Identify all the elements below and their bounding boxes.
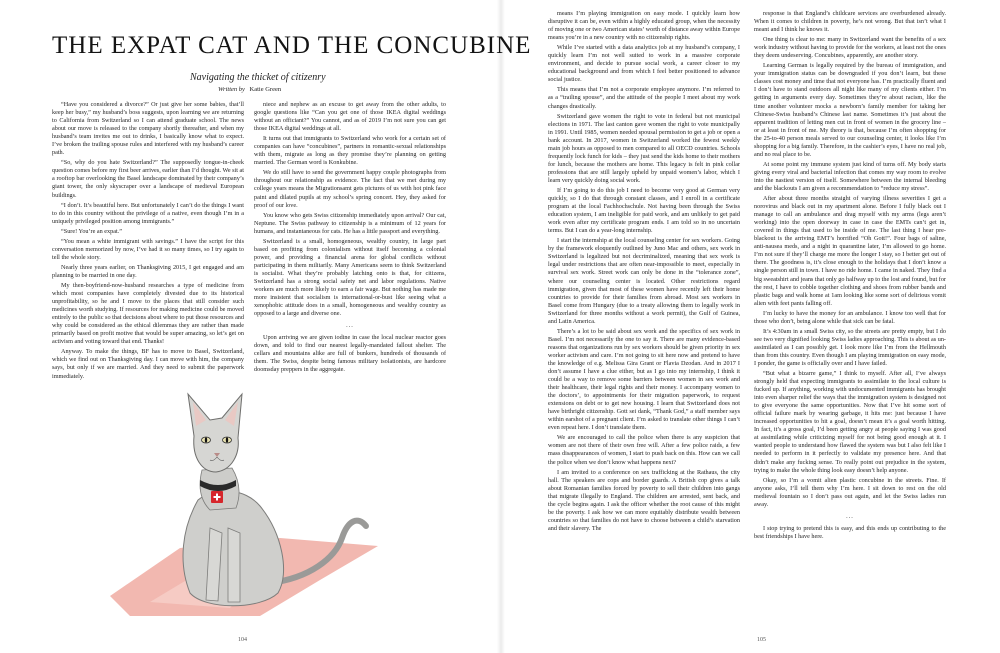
paragraph: I’m lucky to have the money for an ambulance. I know too well that for those who don’t, being alone while that sick can be fatal. — [754, 309, 946, 325]
paragraph: “So, why do you hate Switzerland?” The supposedly tongue-in-cheek question comes before my first beer arrives, earlier than I’d thought. We sit at a rooftop bar overlooking the Basel landscape dominated by their company’s giant tower, the only skyscraper over a landscape of medieval European buildings. — [52, 159, 244, 199]
paragraph: means I’m playing immigration on easy mode. I quickly learn how disruptive it can be, even within a highly educated group, when the necessity of moving one or two American states’ worth of distance away within Europe means you’re in a new country with no citizenship rights. — [548, 10, 740, 42]
section-separator: ... — [846, 512, 854, 520]
cat-pupil-right — [226, 437, 228, 442]
text-column-4 — [754, 10, 946, 626]
paragraph: I start the internship at the local counseling center for sex workers. Going by the framework eloquently outlined by Juno Mac and others, sex work in Switzerland is legalized but not decriminalized, meaning that sex work is legal under restrictions that are often near-impossible to meet, especially in survival sex work. Street work can only be done in the “tolerance zone”, where our counseling center is located. Other restrictions regard immigration, given that most of these women have recently left their home countries to provide for their families from abroad. Most sex workers in Basel come from Hungary (due to a treaty allowing them to legally work in Switzerland for three months without a work permit), the Gulf of Guinea, and Latin America. — [548, 237, 740, 325]
text-column-1 — [52, 101, 244, 389]
paragraph: Switzerland is a small, homogeneous, wealthy country, in large part based on profiting from colonialism without itself becoming a colonial power, and providing a financial arena for global conflicts without participating in them militarily. Many Americans seem to think Switzerland is socialist. What they’re probably latching onto is that, for citizens, Switzerland has a strong social safety net and labor regulations. Native workers are much more likely to earn a fair wage. But nothing has made me more insistent that socialism is international-or-bust like seeing what a xenophobic attitude does in a small, homogeneous and wealthy country as opposed to a large and diverse one. — [254, 237, 446, 318]
cat-illustration — [110, 388, 400, 616]
paragraph: It turns out that immigrants to Switzerland who work for a certain set of companies can have “concubines”, partners in romantic-sexual relationships with them, migrate as long as they promise they’re planning on getting married. The German word is Konkubine. — [254, 135, 446, 167]
text-column-2 — [254, 101, 446, 389]
article-title: THE EXPAT CAT AND THE CONCUBINE — [52, 32, 532, 59]
page-gutter — [497, 0, 505, 653]
paragraph: We do still have to send the government happy couple photographs from throughout our relationship as evidence. The fact that we met during my college years means the Migrationsamt gets pictures of us with hot pink face paint and dilated pupils at my school’s spring concert. Hey, they asked for proof of our love. — [254, 169, 446, 209]
paragraph: There’s a lot to be said about sex work and the specifics of sex work in Basel. I’m not necessarily the one to say it. There are many evidence-based reasons that organizations run by sex workers should be given priority in sex worker activism and care. I’m not going to sit here now and pretend to have the knowledge of e.g. Melissa Gira Grant or Flavia Dzodan. And in 2017 I don’t assume I have a clue either, but as I go into my internship, I think it could be a way to remove some barriers between women in sex work and their healthcare, their legal rights and their money. I accompany women to the doctors’, to appointments for their migration paperwork, to request extensions on debt or to get new housing. I learn that Switzerland does not have birthright citizenship. Gott sei dank, “Thank God,” a staff member says within earshot of a pregnant client. I’m asked to translate other things I can’t even repeat here. I don’t translate them. — [548, 327, 740, 432]
paragraph: I stop trying to pretend this is easy, and this ends up contributing to the best friendships I have here. — [754, 524, 946, 540]
author-name: Katie Green — [249, 86, 282, 93]
paragraph: Upon arriving we are given iodine in case the local nuclear reactor goes down, and told to find our nearest legally-mandated fallout shelter. The cellars and mountains alike are full of bunkers, hundreds of thousands of them. The Swiss, despite being famous military isolationists, are hardcore doomsday preppers in the aggregate. — [254, 334, 446, 374]
paragraph: “You mean a white immigrant with savings.” I have the script for this conversation memorized by now, I’ve had it so many times, so I try again to tell the whole story. — [52, 237, 244, 261]
paragraph: “I don’t. It’s beautiful here. But unfortunately I can’t do the things I want to do in this country without the privilege of a native, even though I’m in a uniquely privileged position among immigrants.” — [52, 201, 244, 225]
cat-pupil-left — [205, 437, 207, 442]
paragraph: If I’m going to do this job I need to become very good at German very quickly, so I do that through constant classes, and I enroll in a certificate program at the local Fachhochschule. Not having been through the Swiss education system, I am ineligible for paid work, and am unlikely to get paid work even after my certificate program ends. I am told so in no uncertain terms. But I can do a year-long internship. — [548, 186, 740, 235]
paragraph: niece and nephew as an excuse to get away from the other adults, to google questions like “Can you get one of those IKEA digital weddings without an officiant?” You cannot, and as of 2019 I’m not sure you can get those IKEA digital weddings at all. — [254, 101, 446, 133]
page-number-right: 105 — [757, 637, 766, 643]
paragraph: You know who gets Swiss citizenship immediately upon arrival? Our cat, Neptune. The Swiss pathway to citizenship is a minimum of 12 years for humans, and instantaneous for cats. He has a little passport and everything. — [254, 211, 446, 235]
cat-front-leg-right — [228, 528, 240, 602]
paragraph: At some point my immune system just kind of turns off. My body starts giving every viral and bacterial infection that comes my way room to evolve into the nastiest version of itself. Somewhere between the internal bleeding and the blackouts I am given a recommendation to “reduce my stress”. — [754, 160, 946, 192]
paragraph: Nearly three years earlier, on Thanksgiving 2015, I get engaged and am planning to be married in one day. — [52, 263, 244, 279]
paragraph: We are encouraged to call the police when there is any suspicion that women are not there of their own free will. After a few police raids, a few mass disappearances of women, I start to push back on this. How can we call the police when we don’t know what happens next? — [548, 434, 740, 466]
paragraph: After about three months straight of varying illness severities I get a norovirus and black out in my apartment alone. Before I fully black out I manage to call an ambulance and drag myself with my arms (legs aren’t working) into the open doorway in case in case the EMTs can’t get in, covered in things that used to be inside of me. The last thing I hear pre-blackout is the arriving EMT’s horrified “Oh Gott!”. Four bags of saline, anti-nausea meds, and a night in quarantine later, I’m allowed to go home. I’m not sure if they’ll charge me more the longer I stay, so I better get out of there. The goodness is, it’s close enough to the holidays that I don’t know a single person still in town. I have no ride home. I came in naked. They find a big sweatshirt and jeans that only go halfway up to the lost and found, but for the rest, I have to cobble together clothing and shoes from rubber bands and plastic bags and walk home at 1am looking like some sort of delirious vomit alien with feet pants falling off. — [754, 195, 946, 307]
paragraph: Learning German is legally required by the bureau of immigration, and your immigration status can be downgraded if you don’t learn, but these classes cost money and time that not everyone has. I’m practically fluent and I don’t have to stand outdoors all night like many of my clients either. I’m getting in arguments every day. Sometimes they’re about racism, like the time another volunteer mocks a newborn’s family member for taking her Chinese-Swiss husband’s Chinese last name. Sometimes it’s just about the apparent tradition of letting men cut in front of women in the grocery line – or at least in front of me. My theory is that, because I’m often shopping for the 25-to-40 person meals served to our counseling center, it looks like I’m shopping for a big family. Therefore, in the cashier’s eyes, I have no real job, and no real place to be. — [754, 62, 946, 158]
paragraph: response is that England’s childcare services are overburdened already. When it comes to children in poverty, he’s not wrong. But that isn’t what I meant and I think he knows it. — [754, 10, 946, 34]
paragraph: One thing is clear to me: many in Switzerland want the benefits of a sex work industry without having to provide for the workers, at least not the ones they deem undeserving. Concubines, apparently, are another story. — [754, 36, 946, 60]
article-subtitle: Navigating the thicket of citizenry — [190, 72, 326, 83]
paragraph: This means that I’m not a corporate employee anymore. I’m referred to as a “trailing spouse”, and the attitude of the people I meet about my work changes drastically. — [548, 86, 740, 110]
swiss-cross-horizontal — [214, 496, 221, 498]
cat-head — [188, 394, 242, 472]
text-column-3 — [548, 10, 740, 626]
paragraph: “But what a bizarre game,” I think to myself. After all, I’ve always strongly held that expecting immigrants to assimilate to the local culture is fucked up. If anything, working with undocumented immigrants has brought into even sharper relief the ways that the immigration system is designed not to give everyone the same opportunities. Now that I’ve hit some sort of official failure mark by wearing garbage, it hits me: just because I have increased opportunities to hit a goal, doesn’t mean it’s a goal worth hitting. In fact, it’s a gross goal, I’d been getting angry at people saying I was good at assimilating while criticizing myself for not being good enough at it. I wanted people to understand how flawed the system was but I also felt like I needed to perform in it perfectly to validate my presence here. And that didn’t make any fucking sense. To really point out prejudice in the system, trying to make the whole thing look easy doesn’t help anyone. — [754, 370, 946, 474]
paragraph: “Have you considered a divorce?” Or just give her some babies, that’ll keep her busy,” my husband’s boss suggests, upon learning we are returning to California from Switzerland so I can attend graduate school. The news about our move is released to the company shortly thereafter, and when my husband’s team invites me out to drinks, I basically know what to expect. I’ve broken the trailing spouse rules and interfered with my husband’s career path. — [52, 101, 244, 157]
byline-prefix: Written by — [218, 86, 245, 93]
page-number-left: 104 — [238, 637, 247, 643]
paragraph: I am invited to a conference on sex trafficking at the Rathaus, the city hall. The speakers are cops and border guards. A British cop gives a talk about Romanian families forced by poverty to sell their children into gangs that migrate illegally to England. The children are arrested, sent back, and the cycle begins again. I ask the officer whether the root cause of this might be the poverty. I ask how we can more equitably distribute wealth between countries so that families do not have to choose between a child’s starvation and their slavery. The — [548, 468, 740, 532]
section-separator: ... — [346, 322, 354, 330]
paragraph: My then-boyfriend-now-husband researches a type of medicine from which most companies have completely divested due to its historical unprofitability, so he and I move to the places that still consider such medicines worth studying. If resources for making medicine could be moved entirely to the public so that decisions about where to put those resources and why could be considered as the ethical dilemmas they are rather than made primarily based on profit motive that would be super amazing, so let’s get on activism and voting toward that end. Thanks! — [52, 281, 244, 346]
byline — [218, 86, 378, 93]
paragraph: Switzerland gave women the right to vote in federal but not municipal elections in 1971. The last canton gave women the right to vote municipally in 1991. Until 1985, women needed spousal permission to get a job or open a bank account. In 2017, women in Switzerland worked the fewest weekly main job hours as opposed to men compared to all OECD countries. Schools frequently lock funch for kids – they just send the kids home to their mothers for lunch, because the mothers are home. This legacy is felt in pink collar professions that are still largely upheld by unpaid women’s labor, which I learn very quickly doing social work. — [548, 112, 740, 184]
paragraph: While I’ve started with a data analytics job at my husband’s company, I quickly learn I’m not well suited to work in a massive corporate environment, and decide to pursue social work, a career closer to my educational background and from which I feel better positioned to advance social justice. — [548, 44, 740, 84]
paragraph: “Sure! You’re an expat.” — [61, 227, 122, 235]
paragraph: Anyway. To make the things, BF has to move to Basel, Switzerland, which we find out on Thanksgiving day. I can move with him, the company says, but only if we are married. And they need to submit the paperwork immediately. — [52, 348, 244, 380]
paragraph: Okay, so I’m a vomit alien plastic concubine in the streets. Fine. If anyone asks, I’ll tell them why I’m here. I sit down to rest on the old medieval fountain so I don’t pass out again, and let the Swiss ladies run away. — [754, 476, 946, 508]
paragraph: It’s 4:30am in a small Swiss city, so the streets are pretty empty, but I do see two very dignified looking Swiss ladies approaching. This is about as un-assimilated as I can possibly get. I look more like I’m from the Hellmouth than from this country. Even though I am playing immigration on easy mode, I ponder, the game is officially over and I have failed. — [754, 327, 946, 367]
